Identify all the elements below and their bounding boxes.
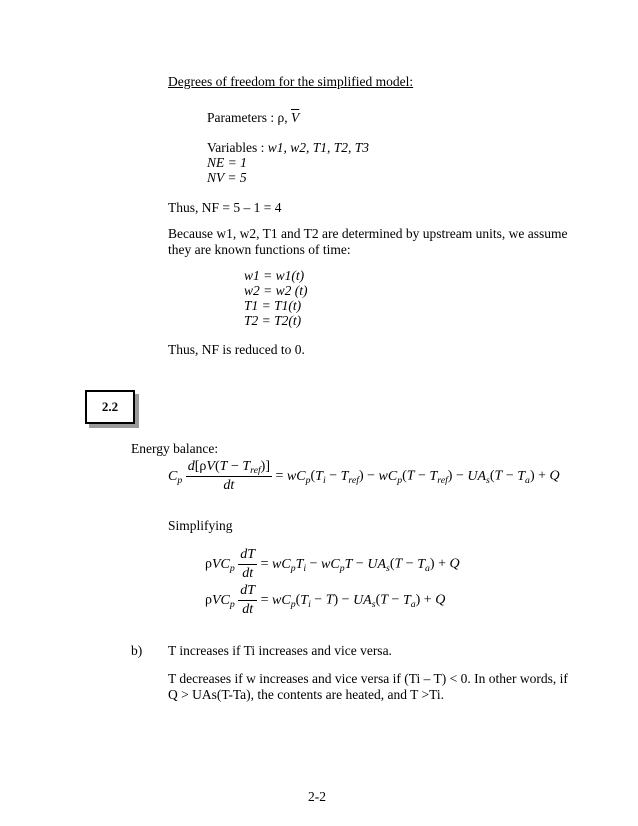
fn-w1: w1 = w1(t) bbox=[244, 268, 305, 283]
nv-line: NV = 5 bbox=[207, 170, 247, 185]
variables-line bbox=[207, 140, 369, 156]
variables-label: Variables : bbox=[207, 140, 265, 155]
because-line-1: Because w1, w2, T1 and T2 are determined by upstream units, we assume bbox=[168, 226, 568, 241]
part-b-line-3: Q > UAs(T-Ta), the contents are heated, and T >Ti. bbox=[168, 687, 444, 702]
reduced-line: Thus, NF is reduced to 0. bbox=[168, 342, 305, 357]
part-b-line-1: T increases if Ti increases and vice versa. bbox=[168, 643, 392, 658]
section-number: 2.2 bbox=[101, 399, 119, 414]
ne-line: NE = 1 bbox=[207, 155, 247, 170]
parameters-line bbox=[207, 110, 299, 126]
parameters-rho: ρ, bbox=[277, 110, 288, 125]
simplified-equation-1: ρVC$_p$ $\frac{dT}{dt}$ = $wC_pT_i - wC_pT - UA_s(T - T_a) + Q$ bbox=[205, 547, 460, 581]
fn-w2: w2 = w2 (t) bbox=[244, 283, 308, 298]
energy-balance-equation: $C_p$ $\frac{d[\rho V(T - T_{ref})]}{dt}$ = $wC_p(T_i - T_{ref}) - wC_p(T - T_{ref}) - UA_s(T - T_a) + Q$ bbox=[168, 459, 560, 493]
part-b-label: b) bbox=[131, 643, 143, 658]
dof-heading: Degrees of freedom for the simplified model: bbox=[168, 74, 414, 89]
thus-nf-line: Thus, NF = 5 – 1 = 4 bbox=[168, 200, 282, 215]
section-number-box bbox=[85, 390, 135, 424]
page-number: 2-2 bbox=[308, 789, 326, 804]
part-b-line-2: T decreases if w increases and vice versa if (Ti – T) < 0. In other words, if bbox=[168, 671, 568, 686]
parameters-label: Parameters : bbox=[207, 110, 275, 125]
because-line-2: they are known functions of time: bbox=[168, 242, 351, 257]
variables-list: w1, w2, T1, T2, T3 bbox=[267, 140, 370, 155]
energy-balance-label: Energy balance: bbox=[131, 441, 219, 456]
simplifying-label: Simplifying bbox=[168, 518, 233, 533]
parameters-vbar: $\overline{V}$ bbox=[290, 110, 300, 125]
fn-t2: T2 = T2(t) bbox=[244, 313, 302, 328]
fn-t1: T1 = T1(t) bbox=[244, 298, 302, 313]
simplified-equation-2: ρVC$_p$ $\frac{dT}{dt}$ = $wC_p(T_i - T) - UA_s(T - T_a) + Q$ bbox=[205, 583, 446, 617]
